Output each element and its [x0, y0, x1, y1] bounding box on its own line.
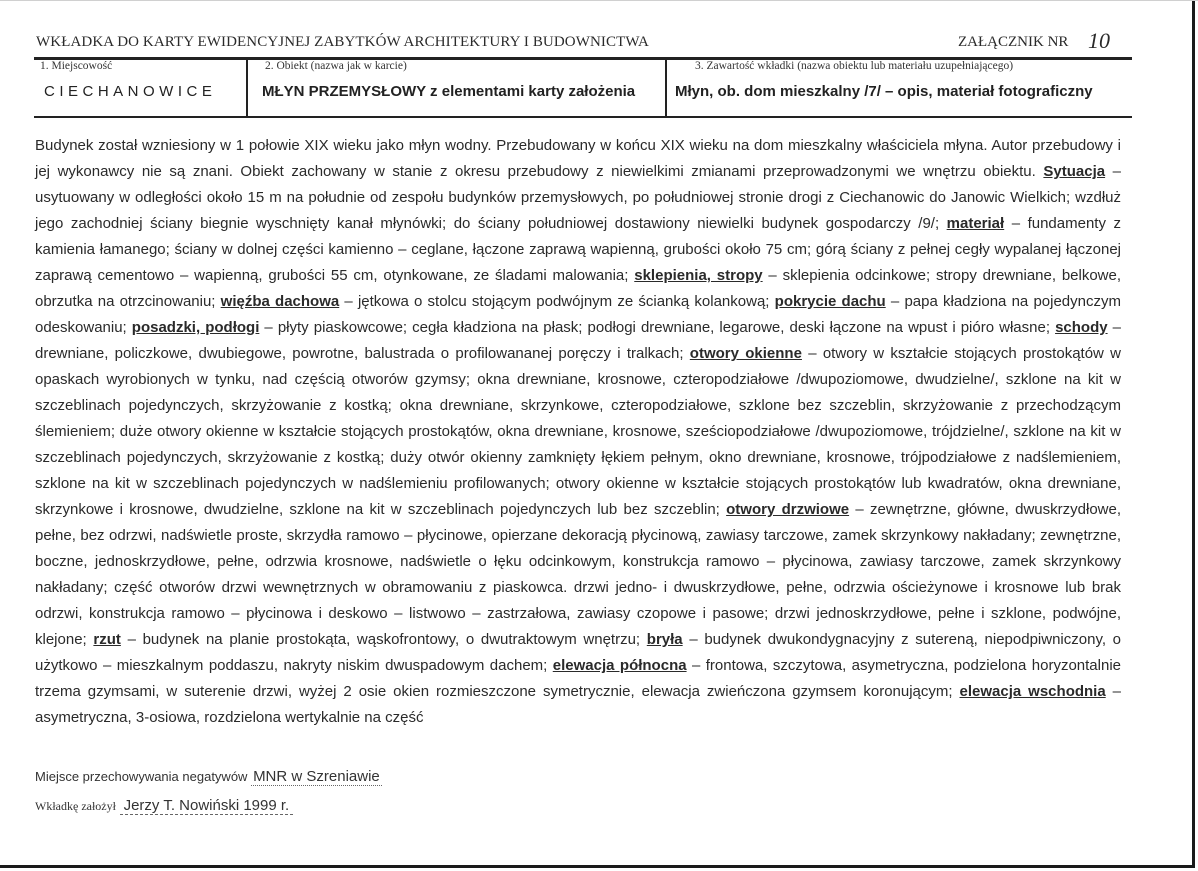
- attachment-label: ZAŁĄCZNIK NR: [958, 34, 1069, 50]
- keyword-massing: bryła: [646, 631, 683, 648]
- locality-label: 1. Miejscowość: [40, 60, 113, 72]
- keyword-roof-covering: pokrycie dachu: [774, 293, 886, 310]
- keyword-material: materiał: [946, 215, 1005, 232]
- content-label: 3. Zawartość wkładki (nazwa obiektu lub materiału uzupełniającego): [695, 60, 1014, 72]
- keyword-stairs: schody: [1055, 319, 1108, 336]
- negatives-label: Miejsce przechowywania negatywów: [35, 769, 248, 784]
- keyword-floors: posadzki, podłogi: [131, 319, 260, 336]
- keyword-plan: rzut: [93, 631, 121, 648]
- keyword-vaults-ceilings: sklepienia, stropy: [634, 267, 763, 284]
- description-text: Budynek został wzniesiony w 1 połowie XIX wieku jako młyn wodny. Przebudowany w końcu XIX wieku na dom mieszkalny właściciela młyna. Autor przebudowy i jej wykonawcy nie są znani. Obiekt zachowany w stanie z okresu przebudowy z niewielkimi zmianami przeprowadzonymi we wnętrzu obiektu. Sytuacja – usytuowany w odległości około 15 m na południe od zespołu budynków przemysłowych, po południowej stronie drogi z Ciechanowic do Janowic Wielkich; wzdłuż jego zachodniej ściany biegnie wyschnięty kanał młynówki; do ściany południowej dostawiony niewielki budynek gospodarczy /9/; materiał – fundamenty z kamienia łamanego; ściany w dolnej części kamienno – ceglane, łączone zaprawą wapienną, grubości około 75 cm; górą ściany z pełnej cegły wypalanej łączonej zaprawą cementowo – wapienną, grubości 55 cm, otynkowane, ze śladami malowania; sklepienia, stropy – sklepienia odcinkowe; stropy drewniane, belkowe, obrzutka na otrzcinowaniu; więźba dachowa – jętkowa o stolcu stojącym podwójnym ze ścianką kolankową; pokrycie dachu – papa kładziona na pojedynczym odeskowaniu; posadzki, podłogi – płyty piaskowcowe; cegła kładziona na płask; podłogi drewniane, legarowe, deski łączone na wpust i pióro własne; schody – drewniane, policzkowe, dwubiegowe, powrotne, balustrada o profilowananej poręczy i tralkach; otwory okienne – otwory w kształcie stojących prostokątów w opaskach wyrobionych w tynku, nad częścią otworów gzymsy; okna drewniane, krosnowe, czteropodziałowe /dwupoziomowe, dwudzielne/, szklone na kit w szczeblinach pojedynczych, skrzyżowanie z kostką; okna drewniane, skrzynkowe, czteropodziałowe, szklone bez szczeblin, skrzyżowanie z przechodzącym ślemieniem; duże otwory okienne w kształcie stojących prostokątów, okna drewniane, krosnowe, sześciopodziałowe /dwupoziomowe, trójdzielne/, szklone na kit w szczeblinach pojedynczych, skrzyżowanie z kostką; duży otwór okienny zamknięty łękiem pełnym, okno drewniane, krosnowe, trójpodziałowe z nadślemieniem, szklone na kit w szczeblinach pojedynczych w nadślemieniu profilowanych; otwory okienne w kształcie stojących prostokątów lub kwadratów, okna drewniane, skrzynkowe i krosnowe, dwudzielne, szklone na kit w szczeblinach pojedynczych lub bez szczeblin; otwory drzwiowe – zewnętrzne, główne, dwuskrzydłowe, pełne, bez odrzwi, nadświetle proste, skrzydła ramowo – płycinowe, opierzane dekoracją płycinową, zawiasy tarczowe, zamek skrzynkowy nakładany; zewnętrzne, boczne, jednoskrzydłowe, pełne, odrzwia krosnowe, nadświetle o łęku odcinkowym, konstrukcja ramowo – płycinowa, zawiasy tarczowe, zamek skrzynkowy nakładany; część otworów drzwi wewnętrznych w obramowaniu z piaskowca. drzwi jedno- i dwuskrzydłowe, pełne, odrzwia ościeżynowe i krosnowe lub brak odrzwi, konstrukcja ramowo – płycinowa i deskowo – listwowo – zastrzałowa, zawiasy czopowe i pasowe; drzwi jednoskrzydłowe, pełne i szklone, podwójne, klejone; rzut – budynek na planie prostokąta, wąskofrontowy, o dwutraktowym wnętrzu; bryła – budynek dwukondygnacyjny z sutereną, niepodpiwniczony, o użytkowo – mieszkalnym poddaszu, nakryty niskim dwuspadowym dachem; elewacja północna – frontowa, szczytowa, asymetryczna, podzielona horyzontalnie trzema gzymsami, w suterenie drzwi, wyżej 2 osie okien rozmieszczone symetrycznie, elewacja zwieńczona gzymsem koronującym; elewacja wschodnia – asymetryczna, 3-osiowa, rozdzielona wertykalnie na część: [35, 137, 1122, 726]
- object-label: 2. Obiekt (nazwa jak w karcie): [265, 60, 407, 72]
- column-divider-1: [246, 59, 248, 117]
- keyword-north-elevation: elewacja północna: [552, 657, 687, 674]
- attachment-number: 10: [1088, 28, 1110, 53]
- negatives-location: [35, 768, 382, 785]
- keyword-window-openings: otwory okienne: [689, 345, 802, 362]
- locality-value: CIECHANOWICE: [44, 83, 217, 100]
- card-title: WKŁADKA DO KARTY EWIDENCYJNEJ ZABYTKÓW ARCHITEKTURY I BUDOWNICTWA: [36, 34, 649, 50]
- author-label: Wkładkę założył: [35, 799, 116, 813]
- author-line: [35, 797, 293, 814]
- keyword-door-openings: otwory drzwiowe: [726, 501, 850, 518]
- keyword-roof-truss: więźba dachowa: [220, 293, 340, 310]
- header-rule-bottom: [34, 116, 1132, 118]
- negatives-value: MNR w Szreniawie: [253, 768, 380, 785]
- object-value: MŁYN PRZEMYSŁOWY z elementami karty założenia: [262, 83, 636, 100]
- keyword-east-elevation: elewacja wschodnia: [959, 683, 1106, 700]
- content-value: Młyn, ob. dom mieszkalny /7/ – opis, materiał fotograficzny: [675, 83, 1093, 100]
- top-border: [0, 0, 1198, 1]
- column-divider-2: [665, 59, 667, 117]
- author-value: Jerzy T. Nowiński 1999 r.: [120, 797, 294, 815]
- keyword-situation: Sytuacja: [1043, 163, 1106, 180]
